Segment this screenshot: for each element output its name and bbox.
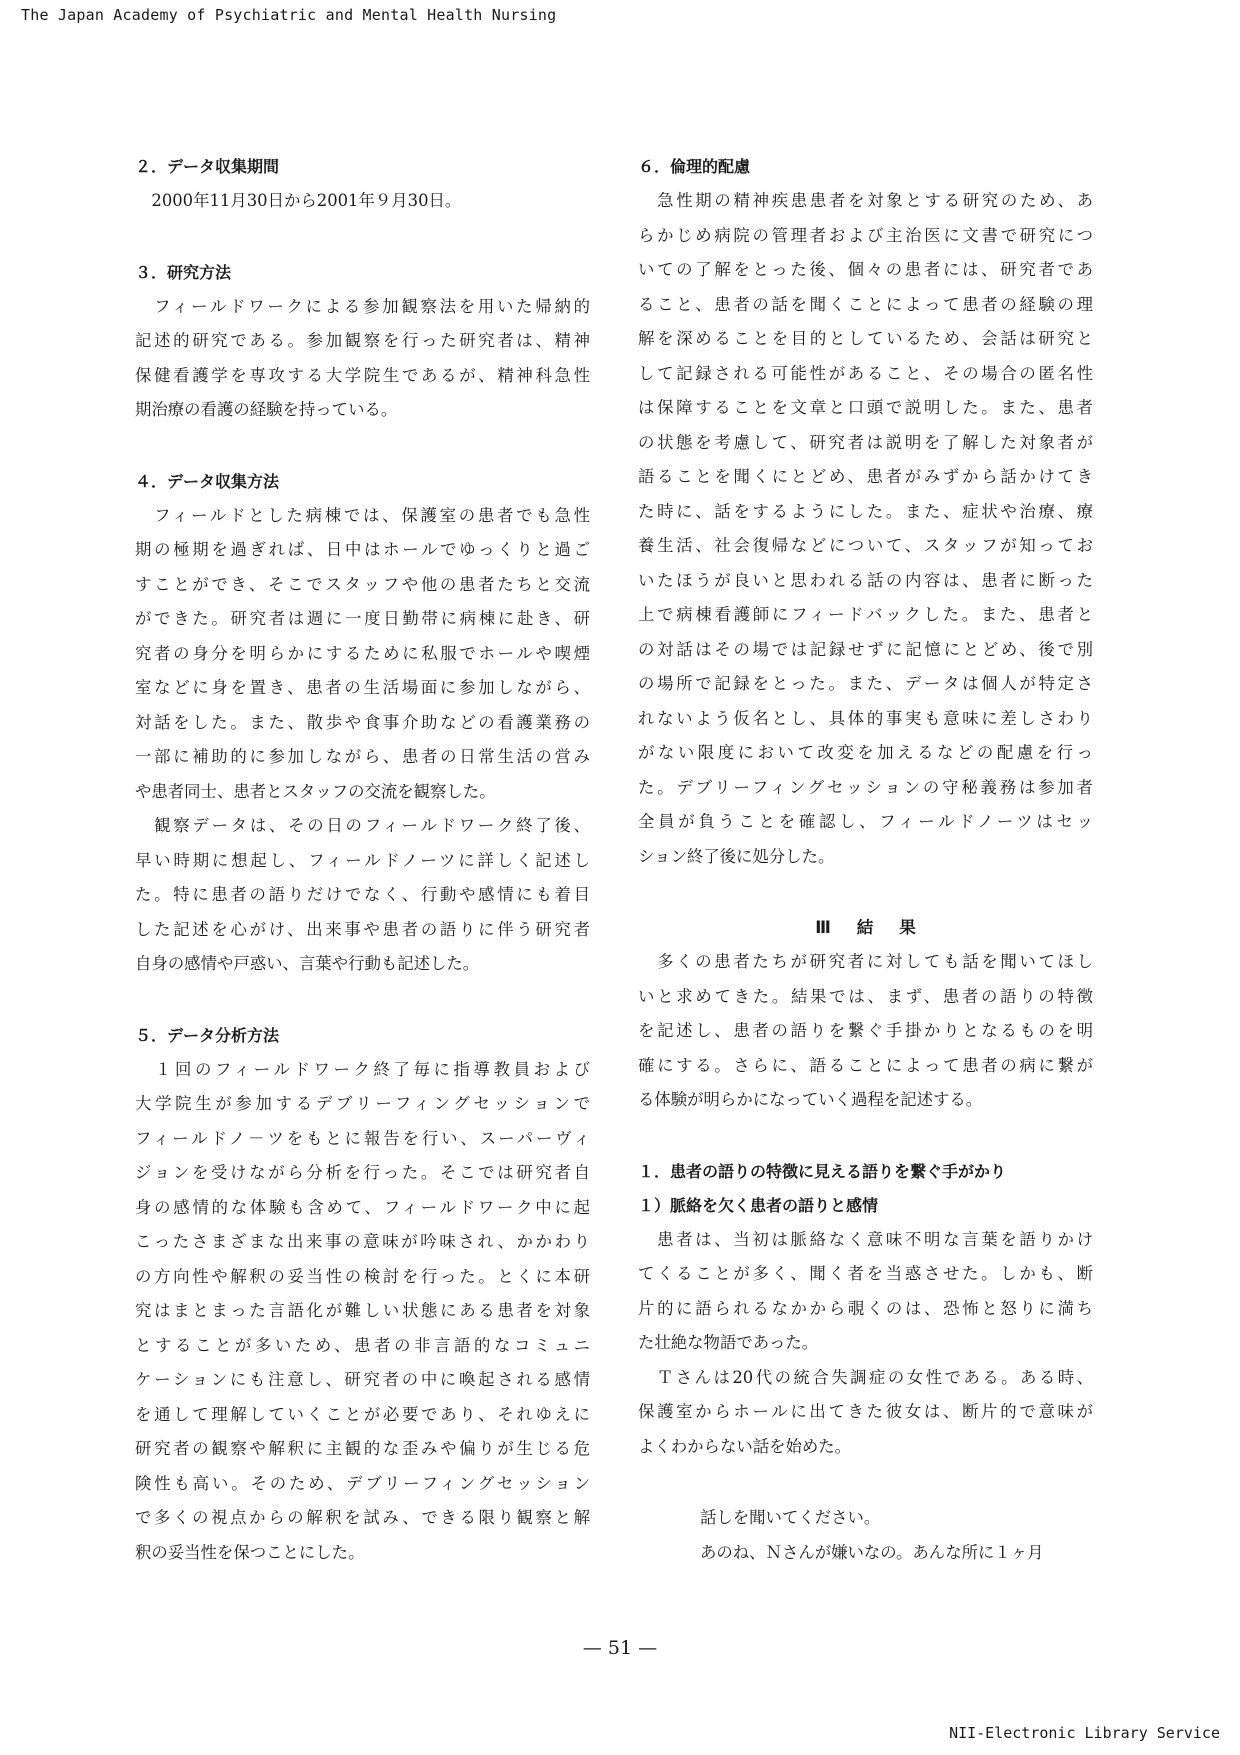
quoted-speech-line: あのね、Ｎさんが嫌いなの。あんな所に１ヶ月 — [700, 1542, 1044, 1562]
text-line: すことができ、そこでスタッフや他の患者たちと交流 — [135, 574, 590, 594]
paragraph-gap — [638, 1118, 1093, 1155]
text-line: いての了解をとった後、個々の患者には、研究者であ — [638, 260, 1093, 279]
text-line: れないよう仮名とし、具体的事実も意味に差しさわり — [638, 708, 1093, 728]
text-line: の対話はその場では記録せずに記憶にとどめ、後で別 — [638, 639, 1093, 659]
text-line: の場所で記録をとった。また、データは個人が特定さ — [638, 674, 1093, 693]
text-line: らかじめ病院の管理者および主治医に文書で研究につ — [638, 225, 1093, 245]
text-line: よくわからない話を始めた。 — [638, 1436, 852, 1456]
text-line: の方向性や解釈の妥当性の検討を行った。とくに本研 — [135, 1266, 590, 1286]
text-line: 一部に補助的に参加しながら、患者の日常生活の営み — [135, 747, 590, 766]
text-line: ション終了後に処分した。 — [638, 846, 835, 866]
paragraph-gap — [638, 1464, 1093, 1501]
text-line: 自身の感情や戸惑い、言葉や行動も記述した。 — [135, 954, 480, 973]
section-heading: ４．データ収集方法 — [135, 471, 280, 491]
text-line: がない限度において改変を加えるなどの配慮を行っ — [638, 743, 1093, 762]
section-heading: １）脈絡を欠く患者の語りと感情 — [638, 1195, 879, 1215]
text-line: 身の感情的な体験も含めて、フィールドワーク中に起 — [135, 1197, 590, 1217]
quoted-speech-line: 話しを聞いてください。 — [700, 1508, 881, 1527]
text-line: の状態を考慮して、研究者は説明を了解した対象者が — [638, 432, 1093, 452]
text-line: こったさまざまな出来事の意味が吟味され、かかわり — [135, 1232, 590, 1251]
text-line: た時に、話をするようにした。また、症状や治療、療 — [638, 501, 1093, 521]
text-line: 記述的研究である。参加観察を行った研究者は、精神 — [135, 331, 590, 350]
text-line: 全員が負うことを確認し、フィールドノーツはセッ — [638, 812, 1093, 831]
text-line: は保障することを文章と口頭で説明した。また、患者 — [638, 398, 1093, 417]
text-line: 保健看護学を専攻する大学院生であるが、精神科急性 — [135, 365, 590, 385]
paragraph-gap — [135, 982, 590, 1019]
paragraph-gap — [638, 874, 1093, 911]
section-heading: １．患者の語りの特徴に見える語りを繋ぐ手がかり — [638, 1161, 1007, 1181]
text-line: フィールドとした病棟では、保護室の患者でも急性 — [135, 505, 590, 525]
text-line: した記述を心がけ、出来事や患者の語りに伴う研究者 — [135, 919, 590, 939]
text-line: 片的に語られるなかから覗くのは、恐怖と怒りに満ち — [638, 1298, 1093, 1318]
text-line: 究はまとまった言語化が難しい状態にある患者を対象 — [135, 1301, 590, 1320]
text-line: 大学院生が参加するデブリーフィングセッションで — [135, 1094, 590, 1113]
text-line: 解を深めることを目的としているため、会話は研究と — [638, 329, 1093, 348]
chapter-heading: Ⅲ結果 — [815, 918, 942, 937]
text-line: とすることが多いため、患者の非言語的なコミュニ — [135, 1335, 590, 1355]
text-line: Ｔさんは20代の統合失調症の女性である。ある時、 — [638, 1367, 1093, 1387]
text-line: して記録される可能性があること、その場合の匿名性 — [638, 363, 1093, 383]
text-line: た壮絶な物語であった。 — [638, 1333, 819, 1352]
paragraph-gap — [135, 219, 590, 256]
journal-header: The Japan Academy of Psychiatric and Mental Health Nursing — [21, 6, 557, 24]
text-line: 養生活、社会復帰などについて、スタッフが知ってお — [638, 536, 1093, 555]
text-line: ケーションにも注意し、研究者の中に喚起される感情 — [135, 1370, 590, 1389]
text-line: 期の極期を過ぎれば、日中はホールでゆっくりと過ご — [135, 540, 590, 559]
text-line: ができた。研究者は週に一度日勤帯に病棟に赴き、研 — [135, 609, 590, 628]
text-line: 研究者の観察や解釈に主観的な歪みや偏りが生じる危 — [135, 1439, 590, 1458]
text-line: た。特に患者の語りだけでなく、行動や感情にも着目 — [135, 885, 590, 904]
text-line: ること、患者の話を聞くことによって患者の経験の理 — [638, 294, 1093, 314]
text-line: 対話をした。また、散歩や食事介助などの看護業務の — [135, 712, 590, 732]
text-line: 究者の身分を明らかにするために私服でホールや喫煙 — [135, 643, 590, 663]
text-line: 室などに身を置き、患者の生活場面に参加しながら、 — [135, 678, 590, 697]
text-line: 険性も高い。そのため、デブリーフィングセッション — [135, 1473, 590, 1493]
text-line: 上で病棟看護師にフィードバックした。また、患者と — [638, 605, 1093, 624]
text-line: 釈の妥当性を保つことにした。 — [135, 1542, 365, 1562]
text-line: 患者は、当初は脈絡なく意味不明な言葉を語りかけ — [638, 1229, 1093, 1249]
text-line: １回のフィールドワーク終了毎に指導教員および — [135, 1059, 590, 1079]
text-line: 2000年11月30日から2001年９月30日。 — [135, 191, 462, 210]
left-column — [135, 150, 590, 1570]
text-line: ジョンを受けながら分析を行った。そこでは研究者自 — [135, 1163, 590, 1182]
text-line: 多くの患者たちが研究者に対しても話を聞いてほし — [638, 952, 1093, 971]
paragraph-gap — [135, 428, 590, 465]
section-heading: ２．データ収集期間 — [135, 157, 280, 176]
text-line: 早い時期に想起し、フィールドノーツに詳しく記述し — [135, 850, 590, 870]
text-line: 確にする。さらに、語ることによって患者の病に繋が — [638, 1055, 1093, 1075]
text-line: 保護室からホールに出てきた彼女は、断片的で意味が — [638, 1402, 1093, 1421]
text-line: 観察データは、その日のフィールドワーク終了後、 — [135, 816, 590, 835]
text-line: てくることが多く、聞く者を当惑させた。しかも、断 — [638, 1264, 1093, 1283]
text-line: フィールドワークによる参加観察法を用いた帰納的 — [135, 296, 590, 316]
text-line: た。デブリーフィングセッションの守秘義務は参加者 — [638, 777, 1093, 797]
text-line: で多くの視点からの解釈を試み、できる限り観察と解 — [135, 1508, 590, 1527]
library-footer: NII-Electronic Library Service — [949, 1724, 1220, 1742]
text-line: や患者同士、患者とスタッフの交流を観察した。 — [135, 781, 496, 801]
text-line: いたほうが良いと思われる話の内容は、患者に断った — [638, 570, 1093, 590]
text-line: 期治療の看護の経験を持っている。 — [135, 400, 398, 419]
right-column — [638, 150, 1093, 1570]
page-number: — 51 — — [582, 1637, 658, 1659]
section-heading: ５．データ分析方法 — [135, 1025, 280, 1045]
text-line: 語ることを聞くにとどめ、患者がみずから話かけてき — [638, 467, 1093, 486]
section-heading: ３．研究方法 — [135, 262, 232, 282]
section-heading: ６．倫理的配慮 — [638, 157, 751, 176]
text-line: いと求めてきた。結果では、まず、患者の語りの特徴 — [638, 986, 1093, 1006]
text-line: を通して理解していくことが必要であり、それゆえに — [135, 1404, 590, 1424]
text-line: る体験が明らかになっていく過程を記述する。 — [638, 1090, 983, 1109]
text-line: 急性期の精神疾患患者を対象とする研究のため、あ — [638, 191, 1093, 210]
text-line: を記述し、患者の語りを繋ぐ手掛かりとなるものを明 — [638, 1021, 1093, 1040]
text-line: フィールドノ－ツをもとに報告を行い、スーパーヴィ — [135, 1128, 590, 1148]
